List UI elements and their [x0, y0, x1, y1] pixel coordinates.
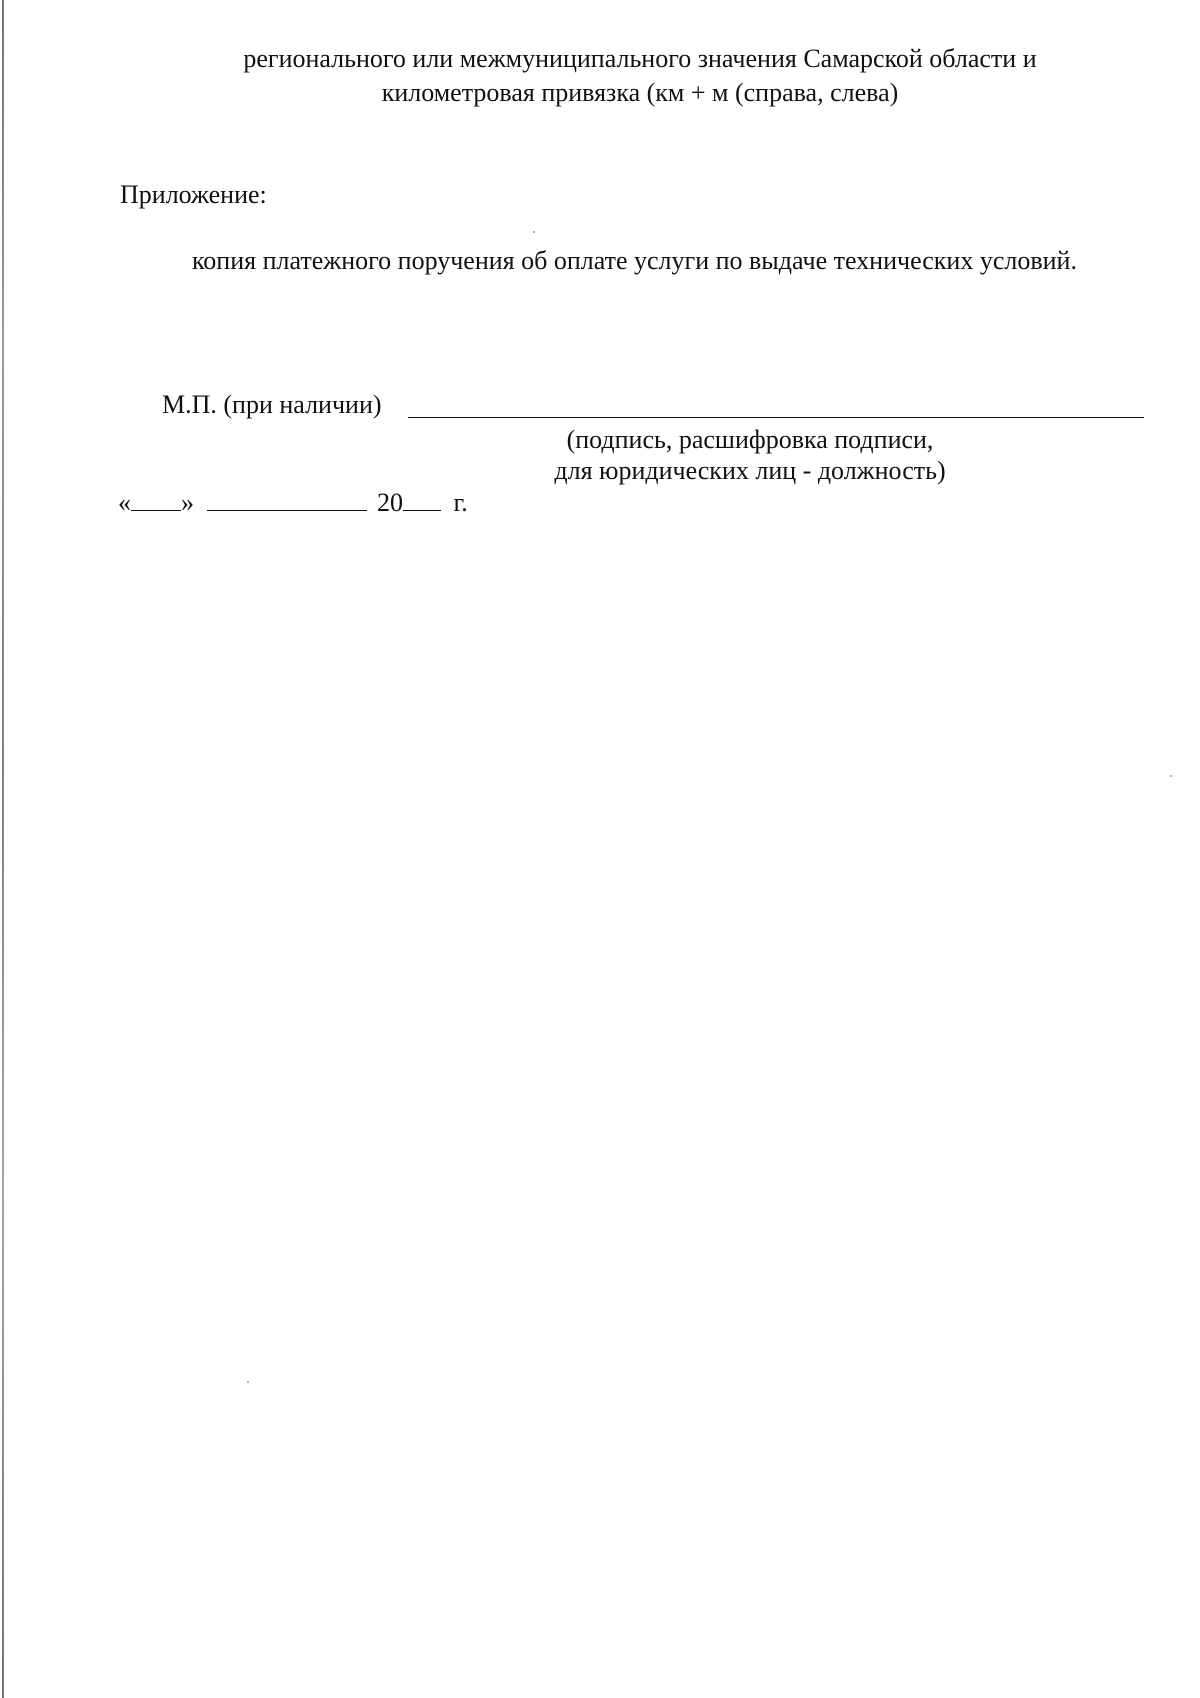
header-line-2: километровая привязка (км + м (справа, слева): [381, 78, 899, 107]
signature-caption-line-1: (подпись, расшифровка подписи,: [566, 425, 934, 454]
date-open-quote: «: [118, 488, 131, 517]
signature-caption-line-2: для юридических лиц - должность): [554, 456, 946, 485]
scan-speck: [1170, 775, 1172, 777]
day-blank: [131, 486, 181, 511]
date-line: [118, 486, 468, 520]
year-blank: [403, 486, 441, 511]
stamp-label: М.П. (при наличии): [162, 390, 382, 419]
month-blank: [207, 486, 367, 511]
attachment-title: Приложение:: [120, 180, 267, 209]
year-suffix: г.: [453, 488, 468, 517]
header-text: [120, 42, 1160, 110]
signature-line: [408, 417, 1144, 418]
scan-speck: [533, 231, 535, 233]
attachment-text: копия платежного поручения об оплате услуги по выдаче технических условий.: [192, 246, 1077, 275]
signature-caption: [520, 424, 980, 486]
year-prefix: 20: [377, 488, 403, 517]
scan-edge-artifact: [2, 0, 4, 1698]
date-close-quote: »: [181, 488, 194, 517]
scan-speck: [247, 1381, 249, 1383]
header-line-1: регионального или межмуниципального значения Самарской области и: [243, 44, 1037, 73]
